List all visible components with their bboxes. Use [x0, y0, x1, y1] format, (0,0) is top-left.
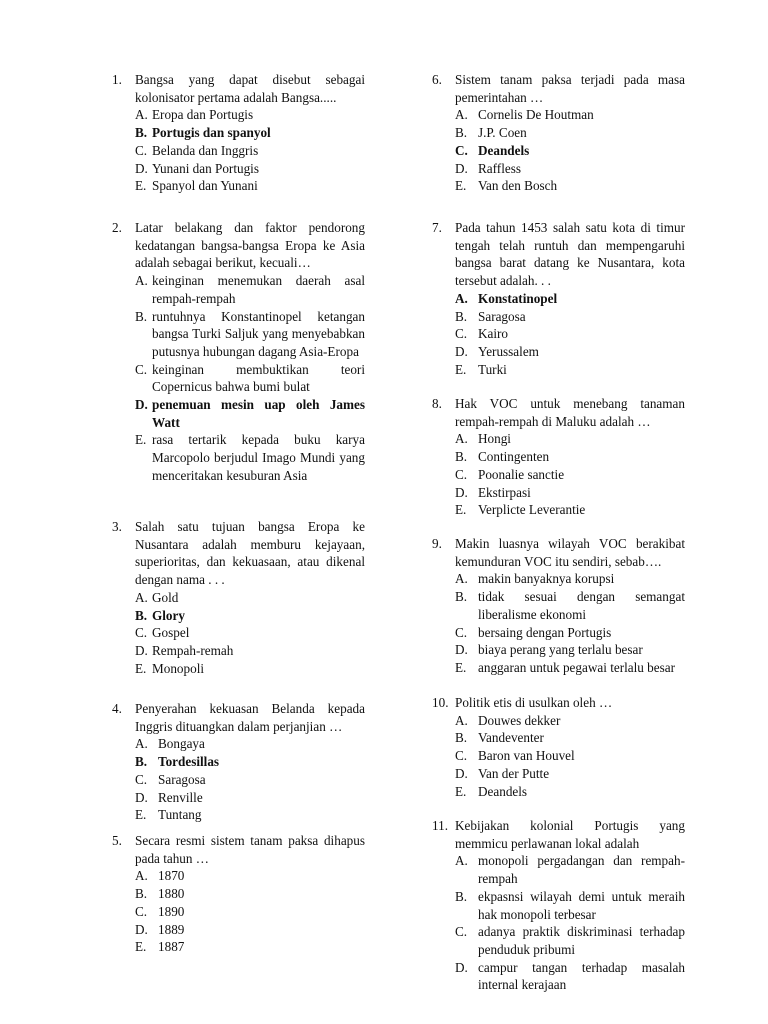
option-e: [135, 938, 365, 956]
option-letter: C.: [455, 326, 468, 342]
option-letter: E.: [455, 659, 467, 675]
option-text: Konstatinopel: [478, 290, 558, 306]
option-b: [135, 308, 365, 361]
option-c-answer: [455, 142, 685, 160]
option-list: [135, 106, 365, 195]
option-letter: A.: [135, 273, 148, 289]
option-letter: D.: [455, 642, 468, 658]
option-text: ekpasnsi wilayah demi untuk meraih hak monopoli terbesar: [478, 888, 685, 922]
option-text: Portugis dan spanyol: [152, 125, 271, 141]
option-b: [455, 588, 685, 623]
option-b: [455, 124, 685, 142]
question-1: [112, 71, 365, 219]
option-list: [135, 735, 365, 824]
option-c: [455, 624, 685, 642]
question-body: [135, 518, 365, 677]
option-b: [455, 888, 685, 923]
option-letter: D.: [135, 789, 148, 805]
option-d: [135, 160, 365, 178]
option-text: Saragosa: [478, 308, 526, 324]
question-number: 2.: [112, 220, 122, 235]
option-list: [455, 712, 685, 801]
option-text: 1870: [158, 868, 185, 884]
option-letter: C.: [135, 142, 148, 158]
option-letter: A.: [135, 736, 148, 752]
question-number: 9.: [432, 536, 442, 551]
option-b: [455, 729, 685, 747]
option-letter: A.: [455, 107, 468, 123]
question-stem: Sistem tanam paksa terjadi pada masa pemerintahan …: [455, 72, 685, 105]
option-text: Tuntang: [158, 807, 202, 823]
option-text: adanya praktik diskriminasi terhadap penduduk pribumi: [478, 924, 685, 957]
option-letter: E.: [135, 939, 147, 955]
question-4: [112, 700, 365, 832]
option-letter: A.: [455, 290, 468, 306]
option-d: [455, 959, 685, 994]
option-c: [455, 923, 685, 958]
option-letter: E.: [135, 178, 147, 194]
option-a: [455, 852, 685, 887]
option-letter: D.: [455, 765, 468, 781]
option-text: Belanda dan Inggris: [152, 142, 259, 158]
option-letter: E.: [455, 361, 467, 377]
option-list: [455, 106, 685, 195]
option-list: [455, 570, 685, 676]
option-text: runtuhnya Konstantinopel ketangan bangsa Turki Saljuk yang menyebabkan putusnya hubungan dagang Asia-Eropa: [152, 308, 365, 359]
option-text: campur tangan terhadap masalah internal kerajaan: [478, 959, 685, 993]
option-text: makin banyaknya korupsi: [478, 571, 615, 587]
option-letter: C.: [455, 142, 468, 158]
option-letter: C.: [455, 748, 468, 764]
question-5: [112, 832, 365, 956]
question-11: [432, 817, 685, 994]
option-letter: B.: [455, 589, 468, 605]
option-letter: E.: [135, 432, 147, 448]
option-text: Baron van Houvel: [478, 748, 575, 764]
option-text: keinginan membuktikan teori Copernicus bahwa bumi bulat: [152, 361, 365, 395]
option-letter: A.: [455, 712, 468, 728]
option-text: bersaing dengan Portugis: [478, 624, 612, 640]
option-b: [135, 885, 365, 903]
option-e: [455, 177, 685, 195]
option-text: Bongaya: [158, 736, 205, 752]
question-10: [432, 694, 685, 817]
option-text: Eropa dan Portugis: [152, 107, 254, 123]
question-body: [455, 219, 685, 378]
option-letter: D.: [455, 959, 468, 975]
question-stem: Penyerahan kekuasan Belanda kepada Inggris dituangkan dalam perjanjian …: [135, 701, 365, 734]
option-text: Monopoli: [152, 660, 205, 676]
option-text: Rempah-remah: [152, 642, 234, 658]
option-b-answer: [135, 607, 365, 625]
option-text: anggaran untuk pegawai terlalu besar: [478, 659, 675, 675]
option-e: [135, 660, 365, 678]
question-body: [135, 71, 365, 195]
left-column: [112, 71, 365, 956]
option-text: Vandeventer: [478, 730, 544, 746]
option-text: Tordesillas: [158, 754, 220, 770]
option-letter: B.: [135, 886, 148, 902]
option-text: Turki: [478, 361, 507, 377]
option-letter: A.: [455, 571, 468, 587]
option-a: [455, 712, 685, 730]
question-body: [455, 694, 685, 800]
option-letter: D.: [135, 642, 148, 658]
option-a: [135, 867, 365, 885]
option-letter: A.: [135, 589, 148, 605]
option-letter: D.: [455, 160, 468, 176]
option-letter: C.: [455, 924, 468, 940]
option-text: Hongi: [478, 431, 511, 447]
option-a: [135, 106, 365, 124]
option-e: [455, 501, 685, 519]
question-body: [135, 700, 365, 824]
option-list: [135, 589, 365, 678]
option-b: [455, 448, 685, 466]
option-letter: C.: [135, 625, 148, 641]
option-list: [135, 867, 365, 956]
option-a: [455, 106, 685, 124]
option-text: biaya perang yang terlalu besar: [478, 642, 643, 658]
question-body: [135, 219, 365, 485]
option-letter: B.: [455, 730, 468, 746]
question-number: 11.: [432, 818, 448, 833]
question-number: 4.: [112, 701, 122, 716]
option-e: [455, 659, 685, 677]
option-d: [455, 641, 685, 659]
option-text: Van der Putte: [478, 765, 550, 781]
option-c: [455, 325, 685, 343]
option-letter: C.: [455, 624, 468, 640]
question-number: 3.: [112, 519, 122, 534]
option-text: 1887: [158, 939, 185, 955]
option-letter: E.: [455, 178, 467, 194]
option-list: [135, 272, 365, 484]
question-body: [455, 535, 685, 677]
option-text: Gold: [152, 589, 179, 605]
option-c: [135, 361, 365, 396]
option-text: Verplicte Leverantie: [478, 502, 586, 518]
option-text: Van den Bosch: [478, 178, 558, 194]
question-body: [135, 832, 365, 956]
question-9: [432, 535, 685, 694]
option-letter: B.: [135, 754, 148, 770]
question-stem: Bangsa yang dapat disebut sebagai kolonisator pertama adalah Bangsa.....: [135, 72, 365, 105]
option-b-answer: [135, 124, 365, 142]
option-letter: B.: [135, 125, 148, 141]
option-letter: B.: [455, 449, 468, 465]
option-text: 1890: [158, 903, 185, 919]
option-list: [455, 852, 685, 994]
question-8: [432, 395, 685, 535]
option-letter: E.: [455, 783, 467, 799]
option-text: Douwes dekker: [478, 712, 561, 728]
option-d: [135, 921, 365, 939]
question-number: 7.: [432, 220, 442, 235]
option-letter: D.: [135, 921, 148, 937]
question-number: 5.: [112, 833, 122, 848]
option-e: [135, 177, 365, 195]
option-text: Raffless: [478, 160, 521, 176]
option-letter: A.: [455, 853, 468, 869]
option-d: [455, 484, 685, 502]
question-stem: Politik etis di usulkan oleh …: [455, 695, 613, 710]
option-a-answer: [455, 290, 685, 308]
question-3: [112, 518, 365, 700]
question-number: 6.: [432, 72, 442, 87]
option-text: monopoli pergadangan dan rempah-rempah: [478, 853, 685, 887]
option-letter: C.: [135, 903, 148, 919]
option-d: [135, 789, 365, 807]
question-6: [432, 71, 685, 219]
option-text: Renville: [158, 789, 203, 805]
option-c: [455, 466, 685, 484]
option-list: [455, 430, 685, 519]
question-body: [455, 395, 685, 519]
option-text: 1889: [158, 921, 185, 937]
option-letter: D.: [135, 397, 148, 413]
option-text: Glory: [152, 607, 185, 623]
option-c: [135, 903, 365, 921]
option-e: [455, 361, 685, 379]
option-e: [135, 806, 365, 824]
option-letter: C.: [135, 361, 148, 377]
option-d: [135, 642, 365, 660]
option-d: [455, 343, 685, 361]
question-stem: Salah satu tujuan bangsa Eropa ke Nusantara adalah memburu kejayaan, superioritas, dan kekuasaan, atau dikenal dengan nama . . .: [135, 519, 365, 588]
option-a: [455, 430, 685, 448]
option-c: [135, 771, 365, 789]
option-letter: D.: [135, 160, 148, 176]
right-column: [432, 71, 685, 994]
option-c: [455, 747, 685, 765]
option-text: rasa tertarik kepada buku karya Marcopolo berjudul Imago Mundi yang menceritakan kesuburan Asia: [152, 432, 365, 483]
option-text: J.P. Coen: [478, 125, 527, 141]
option-text: Poonalie sanctie: [478, 466, 565, 482]
option-text: Yunani dan Portugis: [152, 160, 259, 176]
question-stem: Latar belakang dan faktor pendorong kedatangan bangsa-bangsa Eropa ke Asia adalah sebagai berikut, kecuali…: [135, 220, 365, 271]
option-list: [455, 290, 685, 379]
option-text: Yerussalem: [478, 343, 539, 359]
option-letter: B.: [135, 607, 148, 623]
option-text: Saragosa: [158, 771, 206, 787]
option-text: Deandels: [478, 783, 528, 799]
option-letter: C.: [135, 771, 148, 787]
question-stem: Hak VOC untuk menebang tanaman rempah-rempah di Maluku adalah …: [455, 396, 685, 429]
option-letter: E.: [135, 807, 147, 823]
question-number: 1.: [112, 72, 122, 87]
option-letter: B.: [135, 308, 148, 324]
option-letter: E.: [135, 660, 147, 676]
option-letter: A.: [135, 107, 148, 123]
option-text: Cornelis De Houtman: [478, 107, 594, 123]
option-text: keinginan menemukan daerah asal rempah-rempah: [152, 273, 365, 306]
option-e: [455, 783, 685, 801]
option-a: [135, 272, 365, 307]
option-text: Ekstirpasi: [478, 484, 531, 500]
question-stem: Secara resmi sistem tanam paksa dihapus pada tahun …: [135, 833, 365, 866]
option-text: Contingenten: [478, 449, 550, 465]
option-letter: A.: [135, 868, 148, 884]
question-7: [432, 219, 685, 395]
question-2: [112, 219, 365, 518]
option-c: [135, 142, 365, 160]
option-text: 1880: [158, 886, 185, 902]
question-stem: Makin luasnya wilayah VOC berakibat kemunduran VOC itu sendiri, sebab….: [455, 536, 685, 569]
option-letter: D.: [455, 484, 468, 500]
question-body: [455, 71, 685, 195]
question-body: [455, 817, 685, 994]
option-letter: A.: [455, 431, 468, 447]
option-d: [455, 160, 685, 178]
question-number: 8.: [432, 396, 442, 411]
option-d-answer: [135, 396, 365, 431]
question-stem: Pada tahun 1453 salah satu kota di timur tengah telah runtuh dan mempengaruhi bangsa barat datang ke Nusantara, kota tersebut adalah. . .: [455, 220, 685, 289]
option-a: [135, 589, 365, 607]
option-a: [455, 570, 685, 588]
option-text: Kairo: [478, 326, 509, 342]
option-text: Deandels: [478, 142, 530, 158]
option-text: tidak sesuai dengan semangat liberalisme ekonomi: [478, 589, 685, 622]
option-b-answer: [135, 753, 365, 771]
option-letter: E.: [455, 502, 467, 518]
question-stem: Kebijakan kolonial Portugis yang memmicu perlawanan lokal adalah: [455, 818, 685, 851]
option-letter: B.: [455, 308, 468, 324]
question-number: 10.: [432, 695, 449, 710]
option-c: [135, 624, 365, 642]
option-d: [455, 765, 685, 783]
option-text: penemuan mesin uap oleh James Watt: [152, 397, 365, 430]
option-letter: B.: [455, 125, 468, 141]
option-letter: B.: [455, 888, 468, 904]
option-a: [135, 735, 365, 753]
option-text: Spanyol dan Yunani: [152, 178, 258, 194]
option-letter: D.: [455, 343, 468, 359]
option-e: [135, 431, 365, 484]
option-letter: C.: [455, 466, 468, 482]
option-b: [455, 308, 685, 326]
option-text: Gospel: [152, 625, 190, 641]
